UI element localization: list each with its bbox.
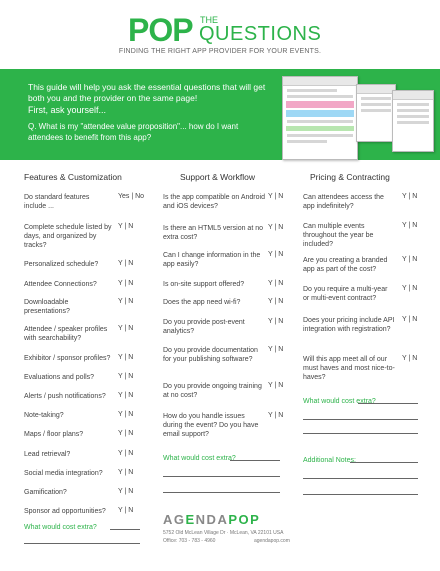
support-answer-line[interactable]	[163, 492, 280, 493]
support-yes-no-choice[interactable]: Y | N	[268, 318, 284, 325]
support-yes-no-choice[interactable]: Y | N	[268, 382, 284, 389]
logo-the-text: THE	[200, 15, 218, 25]
intro-first-ask: First, ask yourself...	[28, 105, 107, 115]
support-answer-line[interactable]	[163, 476, 280, 477]
pricing-extra-cost-label: What would cost extra?	[303, 398, 376, 405]
features-question: Personalized schedule?	[24, 261, 99, 268]
features-question: Maps / floor plans?	[24, 431, 84, 438]
notes-line[interactable]	[303, 478, 418, 479]
footer-website: agendapop.com	[254, 538, 290, 544]
support-heading: Support & Workflow	[180, 172, 255, 182]
features-yes-no-choice[interactable]: Y | N	[118, 411, 134, 418]
intro-question: Q. What is my "attendee value proposition"... how do I want attendees to benefit from this app?	[28, 122, 239, 142]
features-question: Do standard features include ...	[24, 194, 90, 210]
features-question: Downloadable presentations?	[24, 299, 70, 315]
features-yes-no-choice[interactable]: Y | N	[118, 223, 134, 230]
pricing-yes-no-choice[interactable]: Y | N	[402, 285, 418, 292]
features-yes-no-choice[interactable]: Y | N	[118, 469, 134, 476]
pricing-heading: Pricing & Contracting	[310, 172, 390, 182]
tagline: FINDING THE RIGHT APP PROVIDER FOR YOUR EVENTS.	[118, 48, 322, 55]
additional-notes-label: Additional Notes:	[303, 457, 356, 464]
pricing-question: Are you creating a branded app as part of the cost?	[303, 257, 388, 273]
features-extra-cost-label: What would cost extra?	[24, 524, 97, 531]
pricing-answer-line[interactable]	[303, 433, 418, 434]
support-yes-no-choice[interactable]: Y | N	[268, 193, 284, 200]
support-question: Do you provide post-event analytics?	[163, 319, 245, 335]
app-screenshot-3	[392, 90, 434, 152]
features-yes-no-choice[interactable]: Y | N	[118, 373, 134, 380]
pricing-question: Does your pricing include API integration with registration?	[303, 317, 395, 333]
features-yes-no-choice[interactable]: Yes | No	[118, 193, 145, 200]
support-yes-no-choice[interactable]: Y | N	[268, 224, 284, 231]
features-yes-no-choice[interactable]: Y | N	[118, 354, 134, 361]
features-yes-no-choice[interactable]: Y | N	[118, 488, 134, 495]
features-question: Alerts / push notifications?	[24, 393, 106, 400]
support-yes-no-choice[interactable]: Y | N	[268, 280, 284, 287]
features-yes-no-choice[interactable]: Y | N	[118, 298, 134, 305]
features-yes-no-choice[interactable]: Y | N	[118, 325, 134, 332]
features-yes-no-choice[interactable]: Y | N	[118, 450, 134, 457]
pricing-answer-line[interactable]	[358, 403, 418, 404]
features-question: Attendee Connections?	[24, 281, 97, 288]
features-yes-no-choice[interactable]: Y | N	[118, 280, 134, 287]
pricing-yes-no-choice[interactable]: Y | N	[402, 193, 418, 200]
pricing-yes-no-choice[interactable]: Y | N	[402, 256, 418, 263]
support-question: Do you provide ongoing training at no cost?	[163, 383, 262, 399]
features-question: Sponsor ad opportunities?	[24, 508, 106, 515]
logo-questions-text: QUESTIONS	[199, 23, 322, 45]
agendapop-logo: AGENDAPOP	[163, 512, 261, 527]
features-question: Attendee / speaker profiles with searchability?	[24, 326, 108, 342]
features-question: Complete schedule listed by days, and organized by tracks?	[24, 224, 112, 249]
features-heading: Features & Customization	[24, 172, 122, 182]
footer-address: 5752 Old McLean Village Dr · McLean, VA 22101 USA	[163, 530, 284, 536]
features-yes-no-choice[interactable]: Y | N	[118, 392, 134, 399]
features-answer-line[interactable]	[110, 529, 140, 530]
features-yes-no-choice[interactable]: Y | N	[118, 507, 134, 514]
features-question: Note-taking?	[24, 412, 64, 419]
support-question: Is there an HTML5 version at no extra cost?	[163, 225, 263, 241]
features-question: Exhibitor / sponsor profiles?	[24, 355, 111, 362]
pricing-question: Will this app meet all of our must haves and most nice-to-haves?	[303, 356, 395, 381]
support-question: Do you provide documentation for your publishing software?	[163, 347, 258, 363]
features-question: Gamification?	[24, 489, 67, 496]
support-yes-no-choice[interactable]: Y | N	[268, 251, 284, 258]
support-question: Is the app compatible on Android and iOS devices?	[163, 194, 265, 210]
pricing-yes-no-choice[interactable]: Y | N	[402, 316, 418, 323]
support-answer-line[interactable]	[230, 460, 280, 461]
support-yes-no-choice[interactable]: Y | N	[268, 346, 284, 353]
support-extra-cost-label: What would cost extra?	[163, 455, 236, 462]
pricing-question: Can attendees access the app indefinitely?	[303, 194, 384, 210]
brand-logo	[0, 14, 440, 46]
pricing-answer-line[interactable]	[303, 419, 418, 420]
features-answer-line[interactable]	[24, 543, 140, 544]
notes-line[interactable]	[350, 462, 418, 463]
features-question: Lead retrieval?	[24, 451, 71, 458]
app-screenshot-1	[282, 76, 358, 160]
features-question: Social media integration?	[24, 470, 103, 477]
features-question: Evaluations and polls?	[24, 374, 95, 381]
pricing-question: Can multiple events throughout the year be included?	[303, 223, 374, 248]
support-question: Can I change information in the app easily?	[163, 252, 261, 268]
support-question: How do you handle issues during the event? Do you have email support?	[163, 413, 259, 438]
support-yes-no-choice[interactable]: Y | N	[268, 412, 284, 419]
intro-text: This guide will help you ask the essential questions that will get both you and the provider on the same page!	[28, 82, 266, 103]
notes-line[interactable]	[303, 494, 418, 495]
logo-pop-text: POP	[128, 12, 193, 48]
pricing-question: Do you require a multi-year or multi-event contract?	[303, 286, 388, 302]
features-yes-no-choice[interactable]: Y | N	[118, 260, 134, 267]
pricing-yes-no-choice[interactable]: Y | N	[402, 355, 418, 362]
support-question: Does the app need wi-fi?	[163, 299, 241, 306]
features-yes-no-choice[interactable]: Y | N	[118, 430, 134, 437]
footer-office-phone: Office: 703 - 783 - 4960	[163, 538, 216, 544]
app-screenshot-2	[356, 84, 396, 142]
support-yes-no-choice[interactable]: Y | N	[268, 298, 284, 305]
pricing-yes-no-choice[interactable]: Y | N	[402, 222, 418, 229]
support-question: Is on-site support offered?	[163, 281, 245, 288]
